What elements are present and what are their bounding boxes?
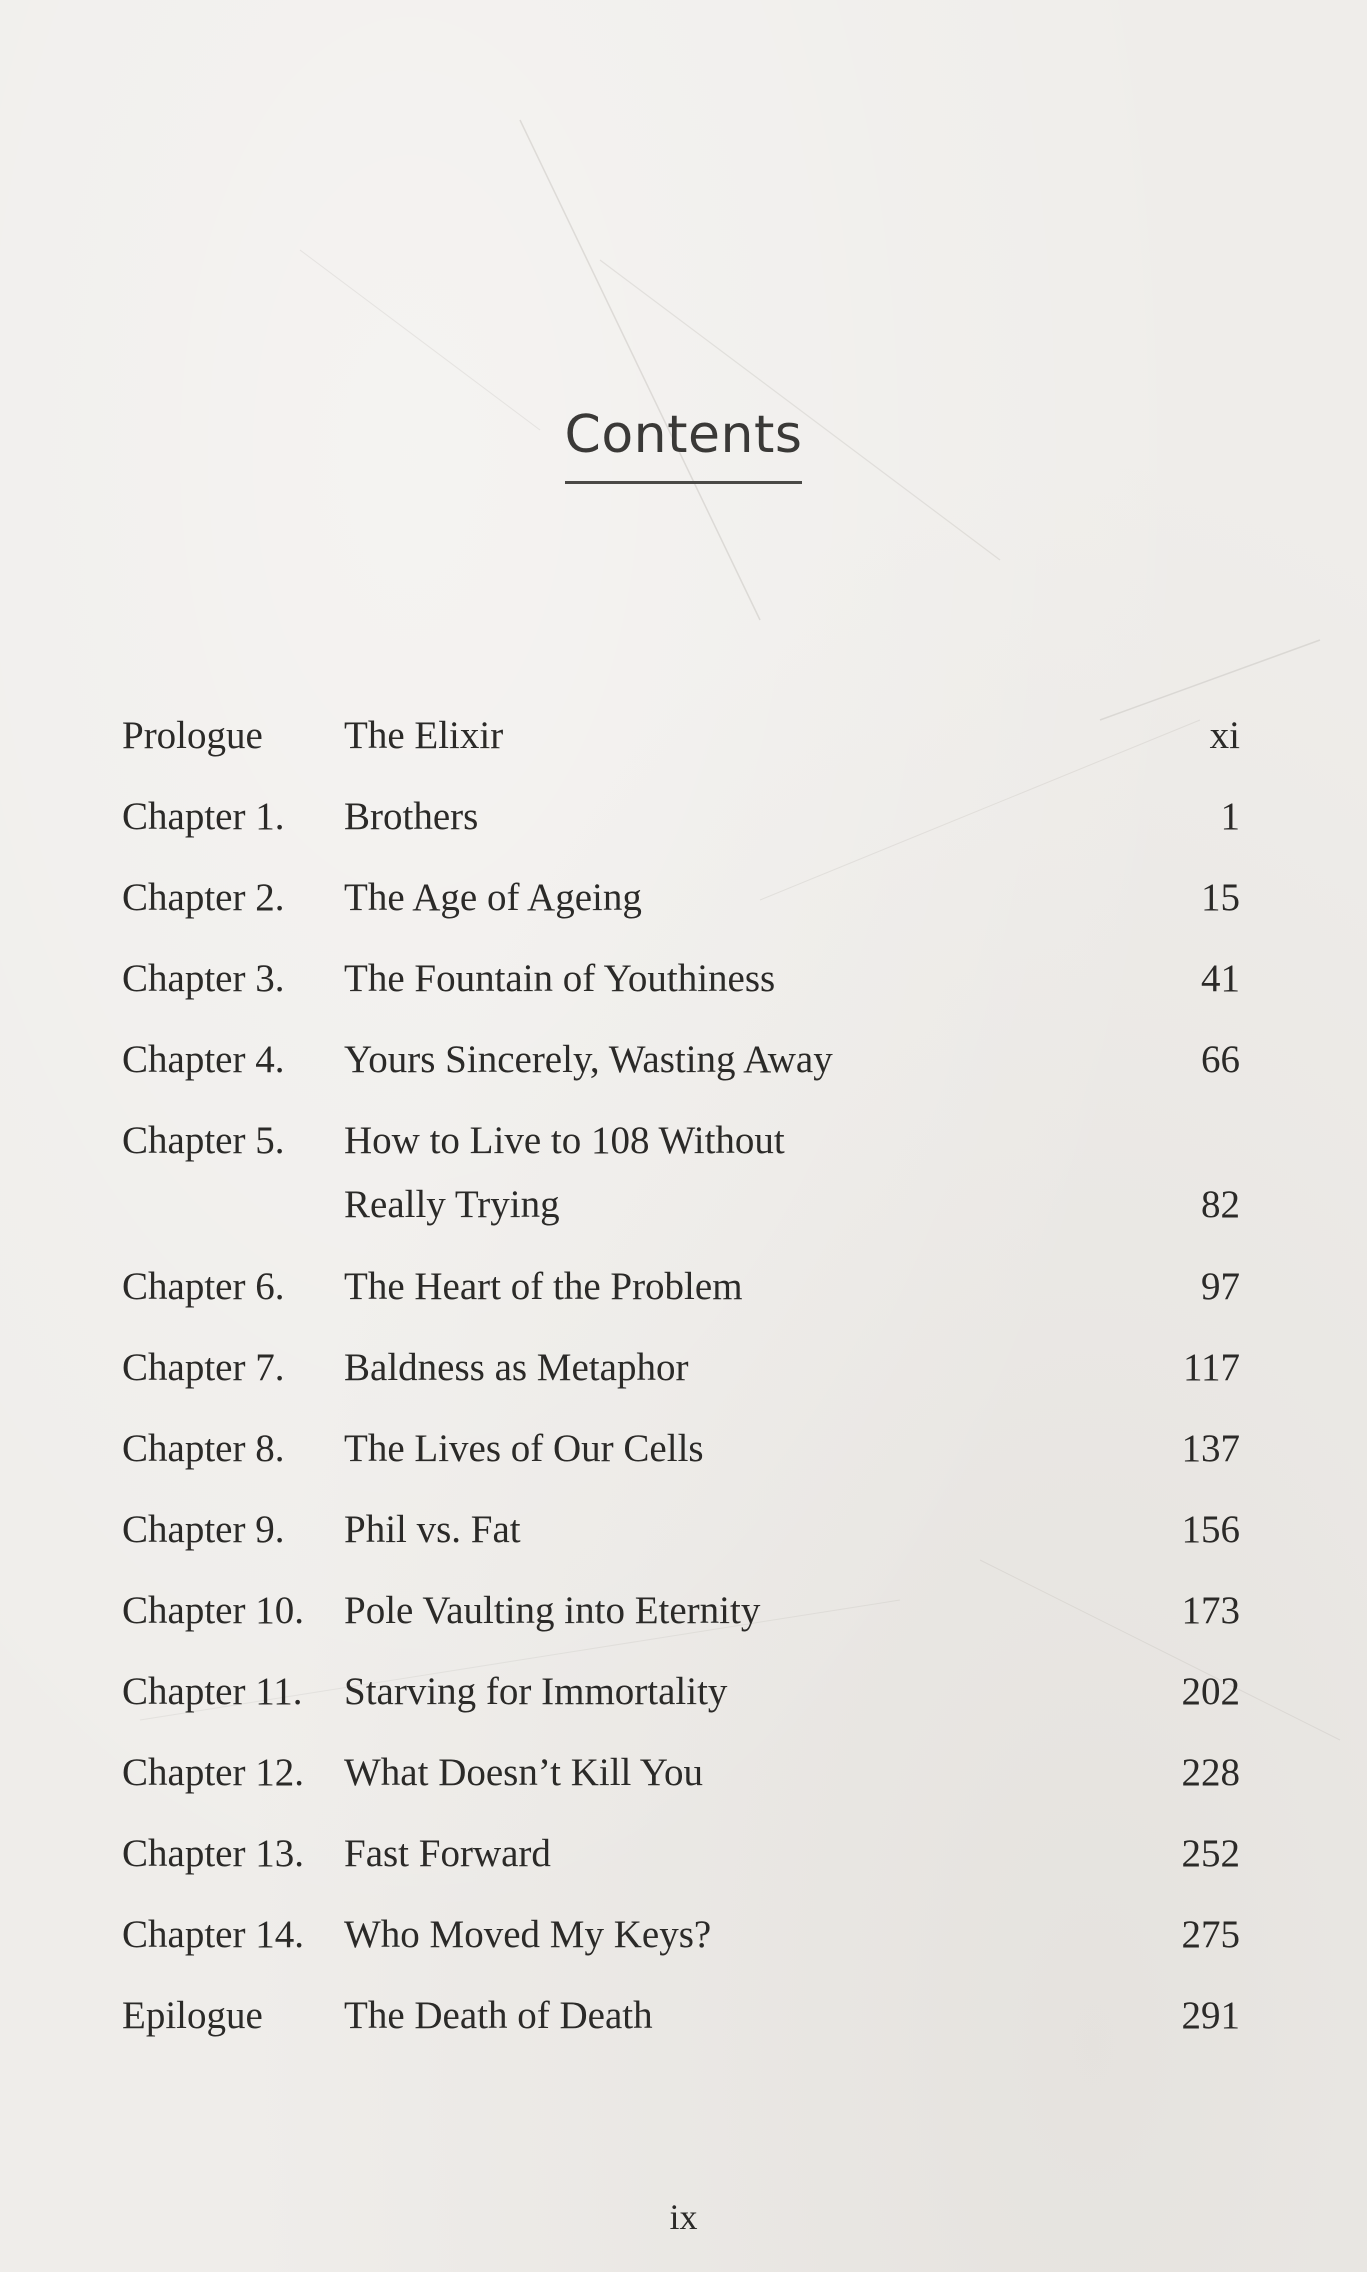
entry-page-number: 291 [1181, 1994, 1240, 2037]
entry-page-number: xi [1209, 714, 1240, 757]
entry-label: Chapter 8. [122, 1427, 285, 1470]
entry-label: Chapter 5. [122, 1119, 285, 1162]
toc-entry-chapter-9 [122, 1509, 1240, 1590]
entry-label: Epilogue [122, 1994, 263, 2037]
contents-heading-wrap [0, 405, 1367, 484]
entry-page-number: 156 [1181, 1508, 1240, 1551]
entry-title: The Age of Ageing [344, 876, 642, 919]
table-of-contents [122, 715, 1240, 2076]
toc-entry-chapter-1 [122, 796, 1240, 877]
entry-label: Chapter 10. [122, 1589, 304, 1632]
entry-title: The Lives of Our Cells [344, 1427, 704, 1470]
page-title: Contents [565, 405, 803, 484]
entry-page-number: 15 [1201, 876, 1240, 919]
toc-entry-chapter-2 [122, 877, 1240, 958]
entry-title [344, 1120, 1110, 1226]
entry-label: Chapter 3. [122, 957, 285, 1000]
entry-title: Baldness as Metaphor [344, 1346, 689, 1389]
entry-title: Starving for Immortality [344, 1670, 728, 1713]
toc-entry-chapter-10 [122, 1590, 1240, 1671]
entry-label: Chapter 1. [122, 795, 285, 838]
entry-label: Chapter 4. [122, 1038, 285, 1081]
entry-page-number: 66 [1201, 1038, 1240, 1081]
entry-label: Chapter 2. [122, 876, 285, 919]
toc-entry-chapter-11 [122, 1671, 1240, 1752]
toc-entry-epilogue [122, 1995, 1240, 2076]
entry-page-number: 202 [1181, 1670, 1240, 1713]
entry-title: The Heart of the Problem [344, 1265, 743, 1308]
entry-label: Chapter 9. [122, 1508, 285, 1551]
toc-entry-prologue [122, 715, 1240, 796]
entry-page-number: 41 [1201, 957, 1240, 1000]
toc-entry-chapter-4 [122, 1039, 1240, 1120]
toc-entry-chapter-13 [122, 1833, 1240, 1914]
entry-label: Prologue [122, 714, 263, 757]
entry-title: What Doesn’t Kill You [344, 1751, 703, 1794]
toc-entry-chapter-14 [122, 1914, 1240, 1995]
entry-title: Phil vs. Fat [344, 1508, 521, 1551]
entry-title: The Fountain of Youthiness [344, 957, 776, 1000]
entry-label: Chapter 14. [122, 1913, 304, 1956]
entry-label: Chapter 12. [122, 1751, 304, 1794]
entry-title: Brothers [344, 795, 479, 838]
toc-entry-chapter-12 [122, 1752, 1240, 1833]
entry-page-number: 228 [1181, 1751, 1240, 1794]
entry-page-number: 275 [1181, 1913, 1240, 1956]
entry-label: Chapter 13. [122, 1832, 304, 1875]
toc-entry-chapter-5 [122, 1120, 1240, 1266]
entry-title: The Death of Death [344, 1994, 653, 2037]
entry-title: Fast Forward [344, 1832, 551, 1875]
entry-page-number: 97 [1201, 1265, 1240, 1308]
entry-title-line-2: Really Trying [344, 1183, 560, 1226]
entry-page-number: 1 [1220, 795, 1240, 838]
entry-title: Pole Vaulting into Eternity [344, 1589, 761, 1632]
entry-page-number: 117 [1182, 1346, 1240, 1389]
entry-label: Chapter 6. [122, 1265, 285, 1308]
toc-entry-chapter-6 [122, 1266, 1240, 1347]
entry-label: Chapter 11. [122, 1670, 303, 1713]
toc-entry-chapter-7 [122, 1347, 1240, 1428]
entry-title: Who Moved My Keys? [344, 1913, 712, 1956]
entry-page-number: 173 [1181, 1589, 1240, 1632]
entry-page-number: 82 [1201, 1183, 1240, 1226]
entry-label: Chapter 7. [122, 1346, 285, 1389]
toc-entry-chapter-3 [122, 958, 1240, 1039]
toc-entry-chapter-8 [122, 1428, 1240, 1509]
entry-page-number: 252 [1181, 1832, 1240, 1875]
entry-title-line-1: How to Live to 108 Without [344, 1119, 785, 1162]
entry-title: The Elixir [344, 714, 504, 757]
entry-page-number: 137 [1181, 1427, 1240, 1470]
entry-title: Yours Sincerely, Wasting Away [344, 1038, 833, 1081]
page-number-folio: ix [669, 2197, 698, 2237]
